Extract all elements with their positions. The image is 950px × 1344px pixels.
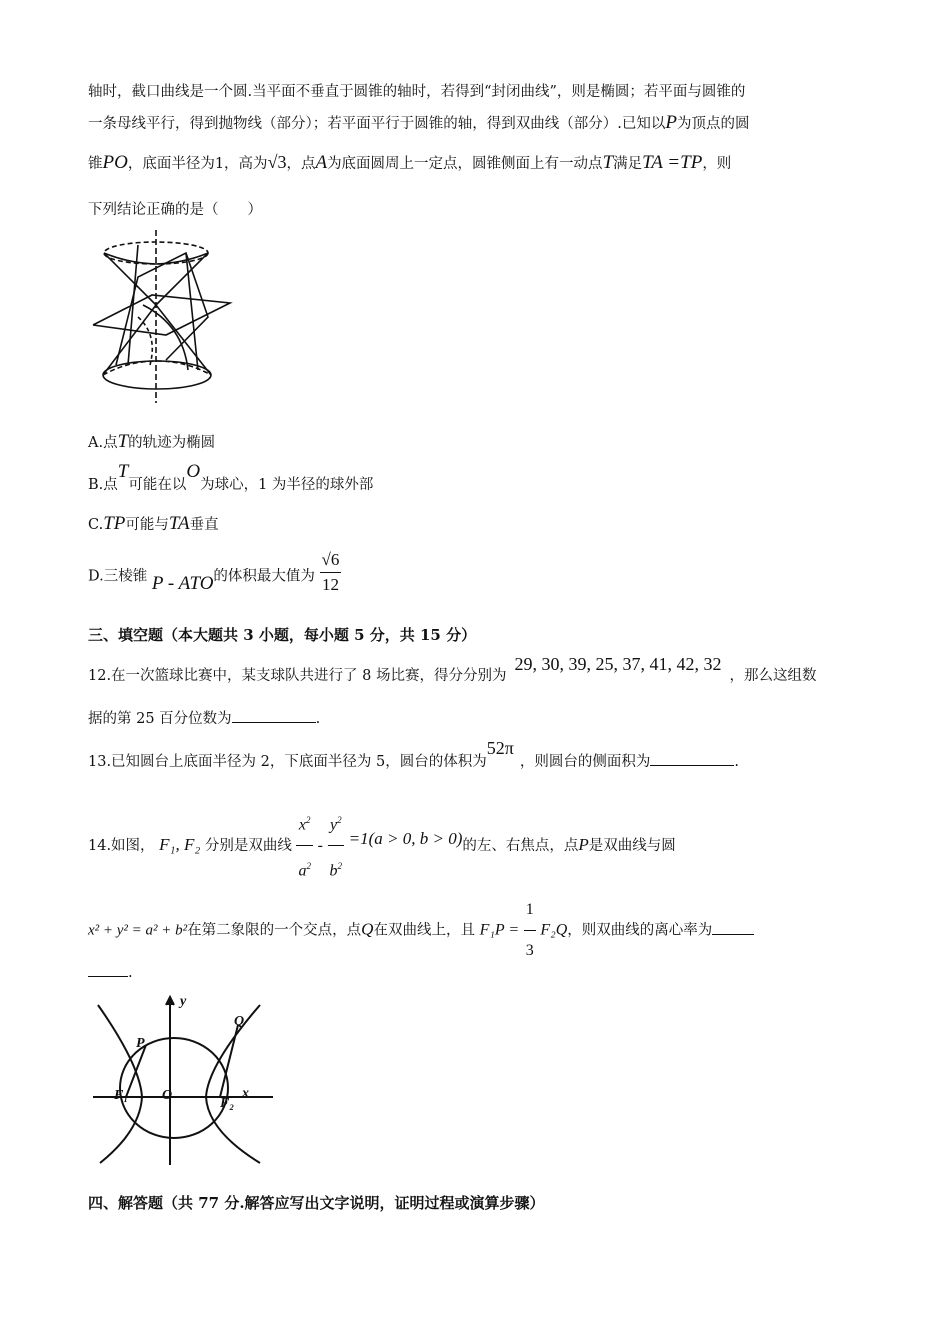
q14-text: ，则双曲线的离心率为 xyxy=(567,922,713,939)
point-P-label: P xyxy=(136,1036,145,1051)
answer-blank[interactable] xyxy=(650,751,734,766)
q11-text: 锥 xyxy=(88,156,103,172)
var-T: T xyxy=(602,152,614,173)
focus-F2-label: F₂ xyxy=(220,1096,235,1111)
hyperbola-figure xyxy=(88,985,288,1170)
var-b: b xyxy=(329,862,338,880)
option-d xyxy=(88,552,341,601)
section-4-title: 四、解答题（共 77 分.解答应写出文字说明，证明过程或演算步骤） xyxy=(88,1194,545,1212)
fraction-numerator: √6 xyxy=(320,548,342,573)
option-label: A.点 xyxy=(88,435,118,451)
sqrt3: √3 xyxy=(267,152,287,172)
var-Q: Q xyxy=(361,919,374,939)
expr-P-ATO: P - ATO xyxy=(151,572,214,594)
fraction-x2-a2 xyxy=(296,800,313,892)
q12-line-1 xyxy=(88,654,817,686)
cone-figure xyxy=(88,225,238,405)
q14-line-1 xyxy=(88,800,676,892)
var-y: y xyxy=(329,816,338,834)
q11-line-4: 下列结论正确的是（ ） xyxy=(88,202,262,218)
q14-text: 在第二象限的一个交点，点 xyxy=(187,922,362,939)
q11-text: 为顶点的圆 xyxy=(676,116,750,132)
fraction-denominator: 3 xyxy=(525,942,534,959)
q11-text: 为底面圆周上一定点，圆锥侧面上有一动点 xyxy=(327,156,603,172)
q12-text: ，那么这组数 xyxy=(729,668,817,684)
answer-blank-continued[interactable] xyxy=(88,962,128,977)
var-P: P xyxy=(665,112,677,133)
option-b xyxy=(88,461,374,495)
fraction-denominator: $a^2$ xyxy=(298,861,311,880)
origin-label: O xyxy=(162,1088,173,1103)
point-Q-label: Q xyxy=(234,1014,245,1029)
q11-text: ，则 xyxy=(702,156,732,172)
volume-value: 52π xyxy=(486,738,514,758)
q14-text: 在双曲线上，且 xyxy=(373,922,475,939)
option-text: 可能与 xyxy=(125,517,169,533)
fraction-sqrt6-12 xyxy=(320,548,342,597)
q11-text: 满足 xyxy=(613,156,643,172)
q13-text: ，则圆台的侧面积为 xyxy=(519,754,651,770)
fraction-numerator: $y^2$ xyxy=(328,800,345,846)
foci-F1-F2: F₁, F₂ xyxy=(159,834,201,854)
answer-blank[interactable] xyxy=(232,708,316,723)
fraction-one-third xyxy=(524,890,536,971)
q14-line-3 xyxy=(88,962,133,983)
option-c xyxy=(88,514,219,535)
var-TP: TP xyxy=(103,513,126,534)
q11-text: ，底面半径为1，高为 xyxy=(127,156,268,172)
vector-F2Q: F₂Q xyxy=(540,921,568,939)
var-a: a xyxy=(298,862,307,880)
q14-line-2 xyxy=(88,890,754,971)
equation-rhs: =1(a > 0, b > 0) xyxy=(348,828,463,848)
axis-x-label: x xyxy=(242,1086,249,1101)
fraction-y2-b2 xyxy=(328,800,345,892)
option-text: 可能在以 xyxy=(128,477,187,493)
q11-line-3 xyxy=(88,152,731,174)
option-text: 为球心，1 为半径的球外部 xyxy=(200,477,374,493)
q11-text: 一条母线平行，得到抛物线（部分）；若平面平行于圆锥的轴，得到双曲线（部分）.已知以 xyxy=(88,116,666,132)
var-O: O xyxy=(186,461,201,482)
minus-sign: - xyxy=(317,836,323,854)
answer-blank[interactable] xyxy=(712,920,754,935)
option-label: B.点 xyxy=(88,477,118,493)
q14-text: 14.如图， xyxy=(88,837,155,854)
q14-text: 分别是双曲线 xyxy=(204,837,292,854)
q11-line-1: 轴时，截口曲线是一个圆.当平面不垂直于圆锥的轴时，若得到“封闭曲线”，则是椭圆；若平面与圆锥的 xyxy=(88,84,746,100)
q14-text: 的左、右焦点，点 xyxy=(462,837,579,854)
q13-text: . xyxy=(734,754,739,770)
var-P: P xyxy=(578,834,589,854)
var-TA: TA xyxy=(168,513,190,534)
eq-TA-TP: TA =TP xyxy=(642,152,703,173)
q12-line-2 xyxy=(88,708,320,729)
q12-text: . xyxy=(315,711,321,727)
vector-F1P: F₁P = xyxy=(479,921,520,939)
score-list: 29, 30, 39, 25, 37, 41, 42, 32 xyxy=(514,654,722,674)
section-3-title: 三、填空题（本大题共 3 小题，每小题 5 分，共 15 分） xyxy=(88,626,477,644)
q11-text: ，点 xyxy=(286,156,316,172)
option-label: D.三棱锥 xyxy=(88,568,148,585)
q14-text: . xyxy=(128,965,133,981)
fraction-numerator: $x^2$ xyxy=(296,800,313,846)
q12-text: 据的第 25 百分位数为 xyxy=(88,711,232,727)
focus-F1-label: F₁ xyxy=(114,1088,129,1103)
q11-line-2 xyxy=(88,113,749,134)
circle-equation: x² + y² = a² + b² xyxy=(88,922,188,939)
axis-y-label: y xyxy=(180,994,187,1009)
option-text: 的体积最大值为 xyxy=(213,568,315,585)
q12-text: 12.在一次篮球比赛中，某支球队共进行了 8 场比赛，得分分别为 xyxy=(88,668,507,684)
fraction-denominator: $b^2$ xyxy=(329,861,343,880)
var-T: T xyxy=(117,461,129,482)
fraction-numerator: 1 xyxy=(524,890,536,931)
q13-line xyxy=(88,738,739,772)
var-A: A xyxy=(315,152,328,173)
var-x: x xyxy=(298,816,307,834)
var-PO: PO xyxy=(102,152,128,173)
option-text: 垂直 xyxy=(189,517,219,533)
option-text: 的轨迹为椭圆 xyxy=(128,435,216,451)
var-T: T xyxy=(117,431,129,452)
fraction-denominator: 12 xyxy=(321,575,339,594)
option-label: C. xyxy=(88,517,104,533)
q14-text: 是双曲线与圆 xyxy=(588,837,676,854)
q13-text: 13.已知圆台上底面半径为 2，下底面半径为 5，圆台的体积为 xyxy=(88,754,487,770)
option-a xyxy=(88,432,215,453)
